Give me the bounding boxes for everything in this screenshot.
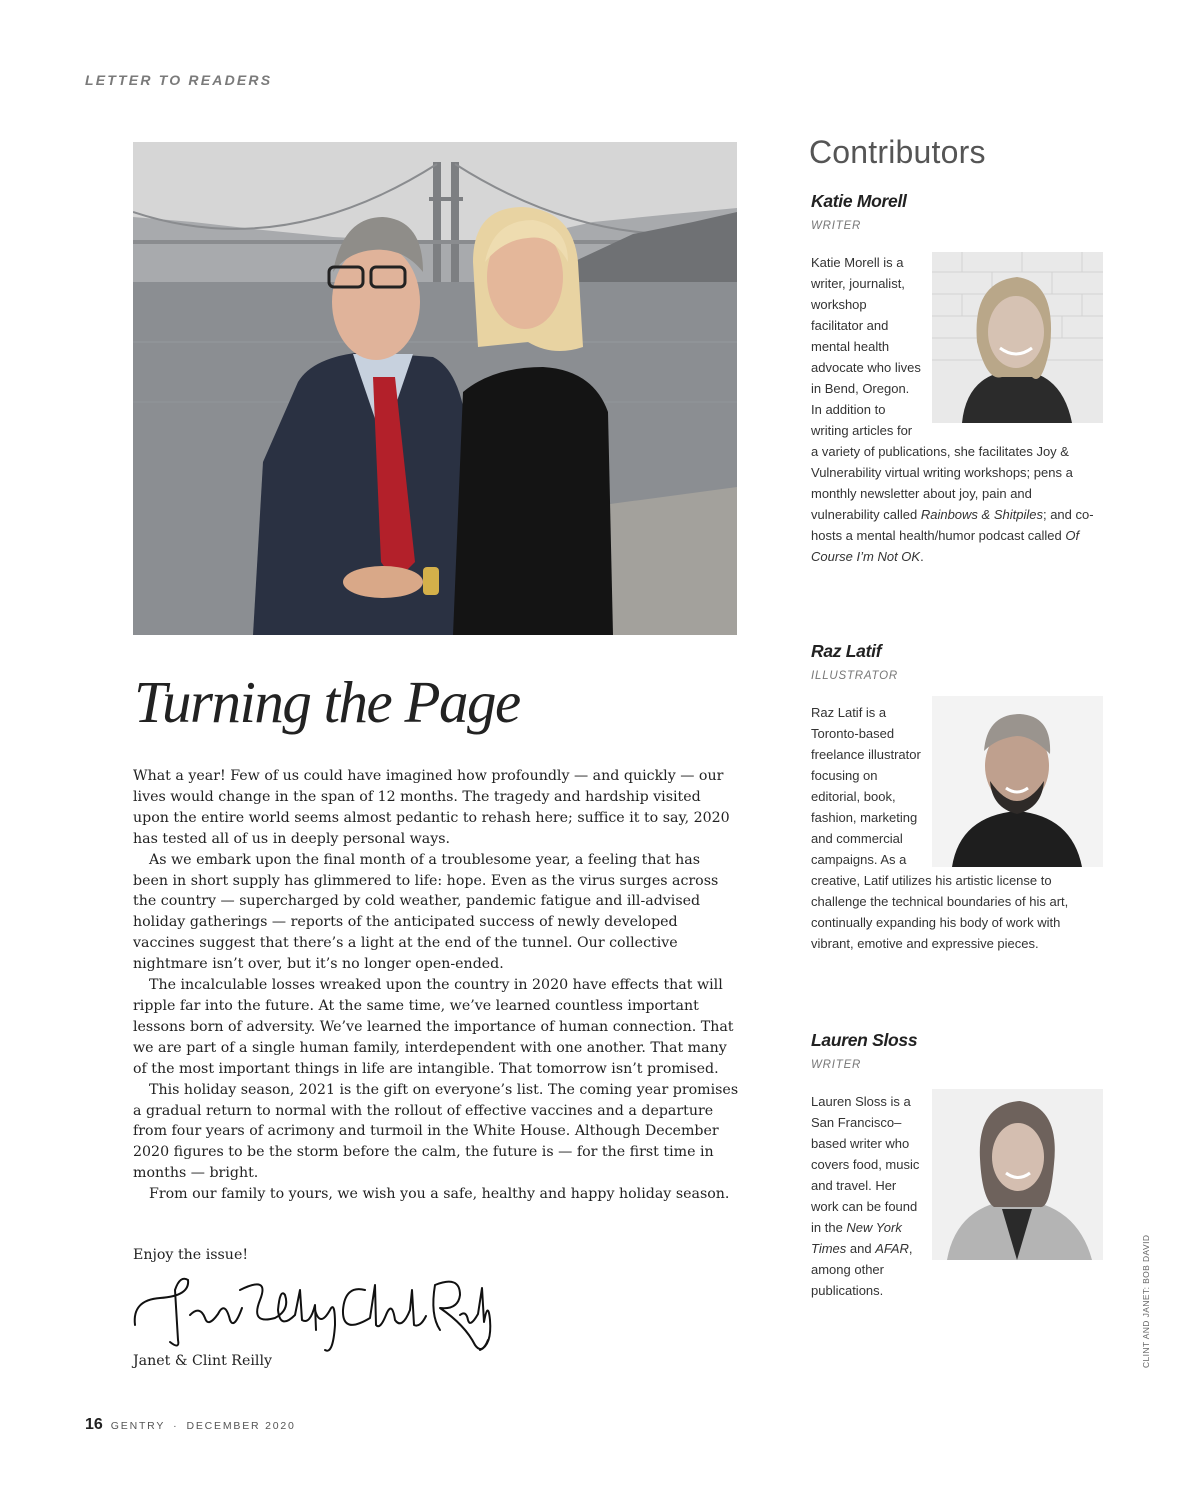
contributor-role: WRITER (811, 220, 862, 232)
bio-text: and (846, 1241, 876, 1256)
bio-title: AFAR (875, 1241, 909, 1256)
letter-paragraph: This holiday season, 2021 is the gift on everyone’s list. The coming year promises a gradual return to normal with the rollout of effective vaccines and a departure from four years of acrimony and turmoil in the White House. Although December 2020 figures to be the storm before the calm, the future is — for the first time in months — bright. (133, 1081, 739, 1182)
bio-text: , among other publications. (811, 1241, 913, 1298)
signature-drawing (130, 1270, 500, 1365)
contributor-name: Raz Latif (811, 641, 882, 661)
section-label: LETTER TO READERS (85, 72, 273, 88)
hero-photo-illustration (133, 142, 737, 635)
bio-text: ; and co-hosts a mental health/humor podcast called (811, 507, 1094, 543)
contributor-bio (811, 252, 1103, 567)
bio-text: . (920, 549, 924, 564)
contributor-role: ILLUSTRATOR (811, 670, 898, 682)
contributor-portrait (932, 1089, 1103, 1260)
bio-text: Raz Latif is a Toronto-based freelance illustrator focusing on editorial, book, fashion, marketing and commercial campaigns. As a creative, Latif utilizes his artistic license to challenge the technical boundaries of his art, continually expanding his body of work with vibrant, emotive and expressive pieces. (811, 705, 1069, 951)
photo-credit: CLINT AND JANET: BOB DAVID (1141, 1234, 1151, 1368)
letter-paragraph: As we embark upon the final month of a troublesome year, a feeling that has been in short supply has glimmered to life: hope. Even as the virus surges across the country — supercharged by cold weather, pandemic fatigue and ill-advised holiday gatherings — reports of the anticipated success of newly developed vaccines suggest that there’s a light at the end of the tunnel. Our collective nightmare isn’t over, but it’s no longer open-ended. (133, 851, 719, 973)
contributor-bio (811, 1091, 1103, 1301)
hero-photo (133, 142, 737, 635)
closing-line: Enjoy the issue! (133, 1247, 249, 1263)
contributor-lauren-sloss (811, 1030, 1103, 1301)
contributor-raz-latif (811, 641, 1103, 954)
bio-title: Of Course I’m Not OK (811, 528, 1080, 564)
headline: Turning the Page (134, 669, 520, 735)
contributor-portrait (932, 252, 1103, 423)
contributor-role: WRITER (811, 1059, 862, 1071)
letter-paragraph: From our family to yours, we wish you a safe, healthy and happy holiday season. (149, 1186, 730, 1203)
letter-paragraph: The incalculable losses wreaked upon the country in 2020 have effects that will ripple far into the future. At the same time, we’ve learned countless important lessons born of adversity. We’ve learned the importance of human connection. That we are part of a single human family, interdependent with one another. That many of the most important things in life are intangible. That tomorrow isn’t promised. (133, 977, 734, 1077)
issue-date: DECEMBER 2020 (186, 1420, 296, 1432)
bio-text: Katie Morell is a writer, journalist, workshop facilitator and mental health advocate who lives in Bend, Oregon. In addition to writing articles for a variety of publications, she facilitates Joy & Vulnerability virtual writing workshops; pens a monthly newsletter about joy, pain and vulnerability called (811, 255, 1073, 522)
contributor-portrait (932, 696, 1103, 867)
letter-paragraph: What a year! Few of us could have imagined how profoundly — and quickly — our lives would change in the span of 12 months. The tragedy and hardship visited upon the entire world seems almost pedantic to rehash here; suffice it to say, 2020 has tested all of us in deeply personal ways. (133, 768, 730, 847)
contributor-katie-morell (811, 191, 1103, 567)
letter-body (133, 766, 739, 1205)
page-footer (85, 1416, 296, 1434)
contributors-title: Contributors (809, 134, 986, 170)
publication-name: GENTRY (110, 1420, 166, 1432)
bio-title: Rainbows & Shitpiles (920, 507, 1043, 522)
page-number: 16 (85, 1416, 103, 1433)
contributor-name: Katie Morell (811, 191, 907, 211)
bio-title: New York Times (811, 1220, 902, 1256)
contributor-bio (811, 702, 1103, 954)
bio-text: Lauren Sloss is a San Francisco–based writer who covers food, music and travel. Her work can be found in the (811, 1094, 920, 1235)
contributor-name: Lauren Sloss (811, 1030, 918, 1050)
handwritten-signature (130, 1270, 500, 1365)
footer-separator: · (173, 1420, 179, 1432)
sign-off: Janet & Clint Reilly (133, 1353, 273, 1369)
